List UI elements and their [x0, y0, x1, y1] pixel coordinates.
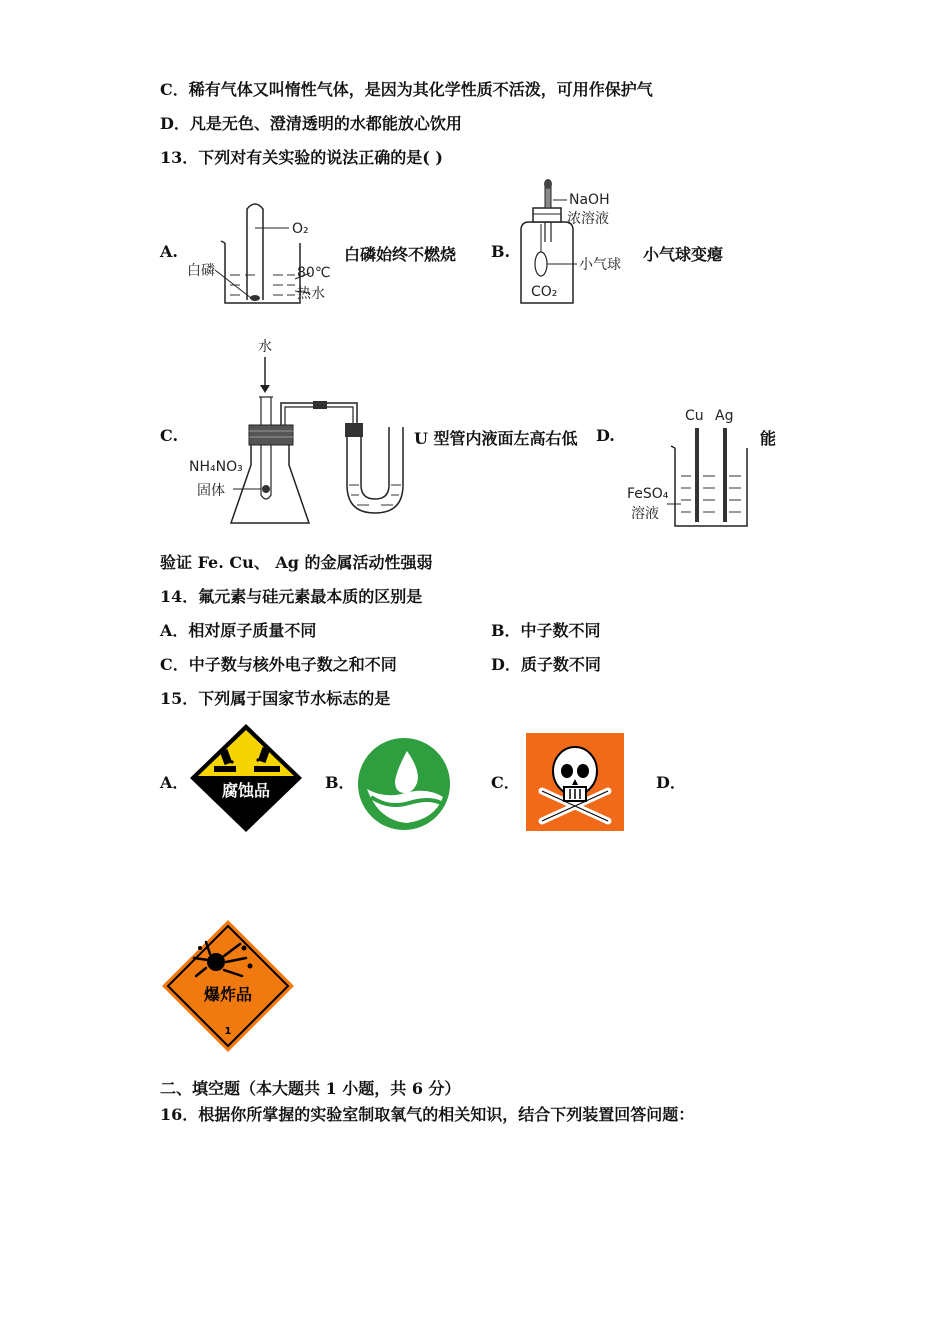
- water-label: 水: [258, 339, 272, 355]
- q13-a-letter: A.: [160, 242, 178, 261]
- solid-label: 固体: [197, 483, 225, 499]
- q13-d-text-tail: 能: [760, 429, 777, 448]
- flask-u-tube-figure: [185, 335, 415, 535]
- toxic-skull-sign-icon: [526, 733, 624, 831]
- metal-beaker-figure: [625, 402, 760, 532]
- corrosive-text: 腐蚀品: [221, 781, 271, 800]
- q14-option-a: A．相对原子质量不同: [160, 621, 317, 640]
- q13-d-letter: D.: [596, 426, 615, 445]
- q14-option-c: C．中子数与核外电子数之和不同: [160, 655, 397, 674]
- o2-label: O₂: [292, 221, 309, 237]
- q16-stem: 16．根据你所掌握的实验室制取氧气的相关知识，结合下列装置回答问题：: [160, 1105, 695, 1124]
- ag-label: Ag: [715, 408, 734, 424]
- co2-label: CO₂: [531, 284, 558, 300]
- nh4no3-label: NH₄NO₃: [189, 459, 243, 475]
- q15-stem: 15．下列属于国家节水标志的是: [160, 689, 391, 708]
- solution-label: 溶液: [631, 506, 659, 522]
- corrosive-sign-icon: [188, 722, 304, 834]
- cu-label: Cu: [685, 408, 704, 424]
- balloon-bottle-figure: [515, 178, 640, 308]
- q14-option-b: B．中子数不同: [491, 621, 601, 640]
- water-saving-sign-icon: [357, 737, 451, 831]
- section-2-title: 二、填空题（本大题共 1 小题，共 6 分）: [160, 1079, 461, 1098]
- concentrated-solution-label: 浓溶液: [567, 211, 609, 227]
- phosphorus-beaker-figure: [185, 195, 340, 310]
- q15-d-letter: D．: [656, 773, 686, 792]
- explosive-class-number: 1: [224, 1026, 232, 1037]
- q13-b-text: 小气球变瘪: [643, 245, 724, 264]
- temperature-label: 80℃: [297, 265, 331, 281]
- small-balloon-label: 小气球: [579, 257, 621, 273]
- q13-c-text: U 型管内液面左高右低: [414, 429, 578, 448]
- explosive-sign-icon: [160, 918, 296, 1054]
- q13-b-letter: B.: [491, 242, 511, 261]
- naoh-label: NaOH: [569, 192, 610, 208]
- q15-a-letter: A．: [160, 773, 189, 792]
- q14-option-d: D．质子数不同: [491, 655, 601, 674]
- q12-option-d: D．凡是无色、澄清透明的水都能放心饮用: [160, 114, 462, 133]
- feso4-label: FeSO₄: [627, 486, 669, 502]
- q12-option-c: C．稀有气体又叫惰性气体，是因为其化学性质不活泼，可用作保护气: [160, 80, 653, 99]
- q14-stem: 14．氟元素与硅元素最本质的区别是: [160, 587, 423, 606]
- q13-a-text: 白磷始终不燃烧: [344, 245, 457, 264]
- q13-c-letter: C.: [160, 426, 179, 445]
- q13-d-continuation: 验证 Fe. Cu、 Ag 的金属活动性强弱: [160, 553, 433, 572]
- q15-c-letter: C．: [491, 773, 520, 792]
- q13-stem: 13．下列对有关实验的说法正确的是( ): [160, 148, 443, 167]
- white-phosphorus-label: 白磷: [187, 263, 215, 279]
- hot-water-label: 热水: [297, 286, 325, 302]
- explosive-text: 爆炸品: [203, 985, 253, 1004]
- q15-b-letter: B．: [325, 773, 355, 792]
